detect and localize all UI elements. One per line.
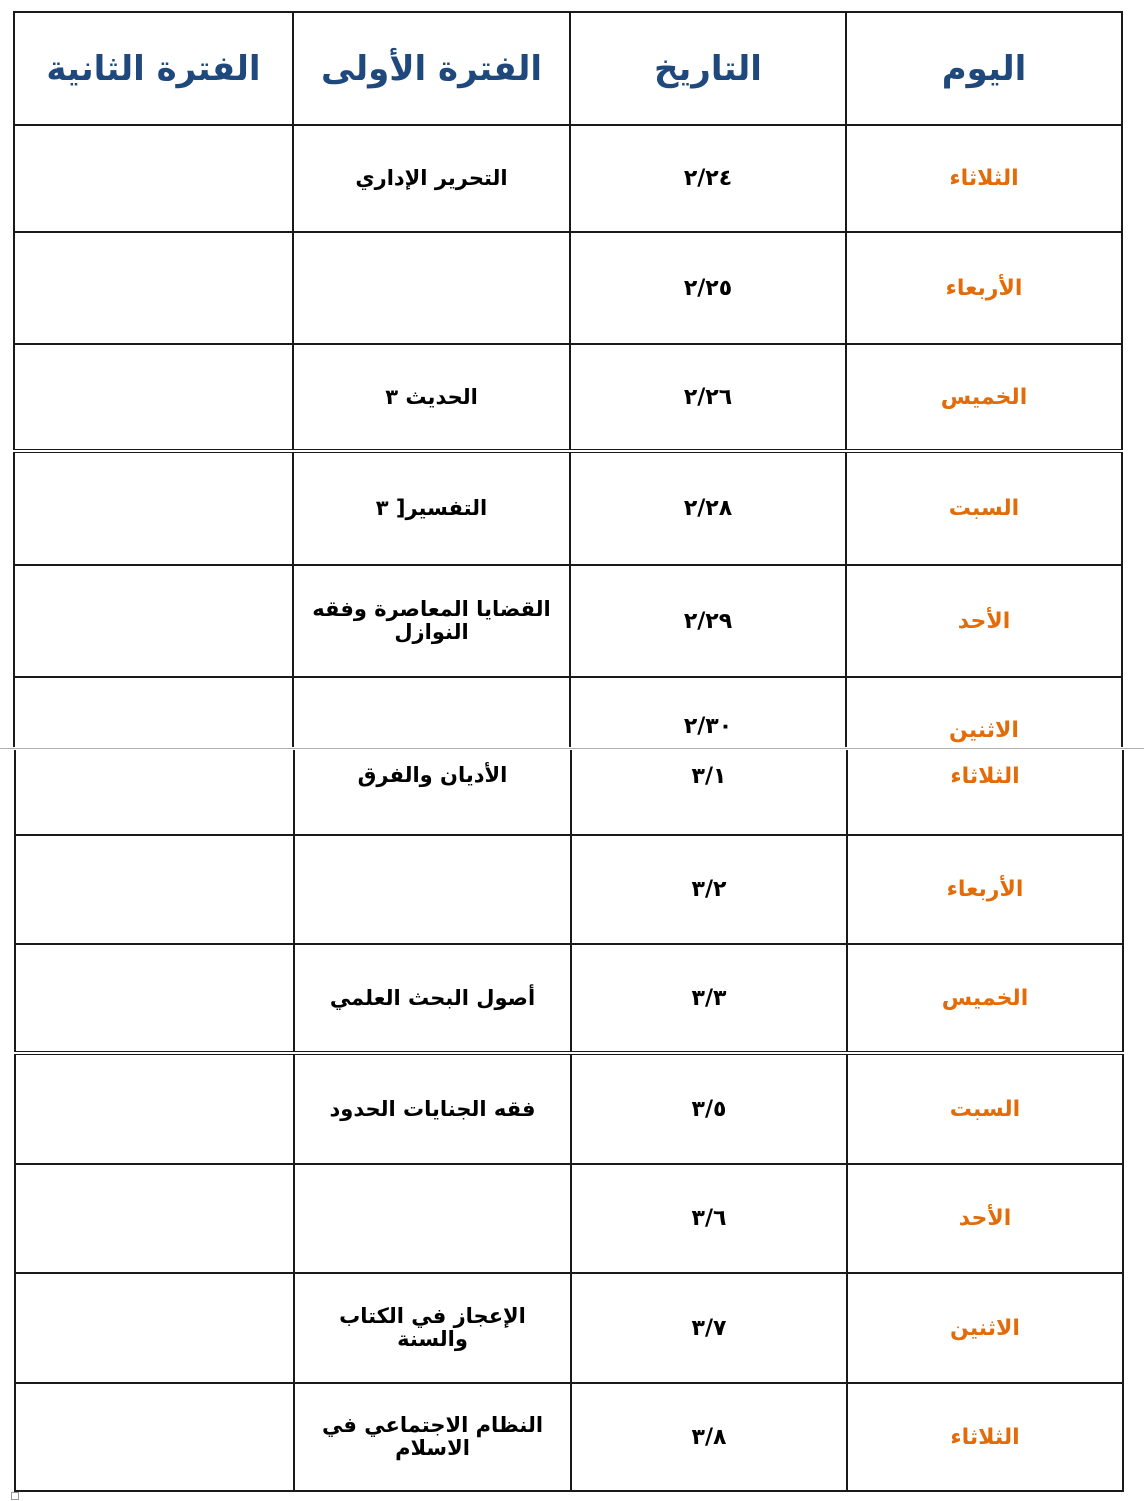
period2-cell [15, 1053, 294, 1164]
day-cell: السبت [846, 451, 1122, 565]
period1-cell: فقه الجنايات الحدود [294, 1053, 571, 1164]
period2-cell [14, 565, 293, 677]
table-row [14, 125, 1122, 232]
date-cell: ٢/٢٥ [570, 232, 846, 344]
page-break-line [0, 748, 1144, 749]
table-row [15, 944, 1123, 1053]
schedule-table-bottom [14, 750, 1124, 1492]
period1-cell: النظام الاجتماعي في الاسلام [294, 1383, 571, 1491]
day-cell: الخميس [847, 944, 1123, 1053]
table-row [14, 451, 1122, 565]
period2-cell [15, 944, 294, 1053]
period1-cell: التفسير[ ٣ [293, 451, 570, 565]
table-row [14, 232, 1122, 344]
table-row [15, 1383, 1123, 1491]
date-cell: ٣/٣ [571, 944, 847, 1053]
day-cell: الأحد [846, 565, 1122, 677]
period2-cell [14, 344, 293, 451]
corner-mark [11, 1492, 19, 1500]
header-date: التاريخ [570, 12, 846, 125]
date-cell: ٢/٣٠ [570, 677, 846, 747]
table-row [15, 835, 1123, 944]
date-cell: ٣/٧ [571, 1273, 847, 1383]
table-row [15, 1273, 1123, 1383]
period2-cell [14, 232, 293, 344]
date-cell: ٣/٨ [571, 1383, 847, 1491]
date-cell: ٢/٢٨ [570, 451, 846, 565]
table-row [15, 1164, 1123, 1273]
day-cell: الثلاثاء [847, 750, 1123, 835]
date-cell: ٣/٥ [571, 1053, 847, 1164]
table-row [15, 1053, 1123, 1164]
table-row [15, 750, 1123, 835]
header-period1: الفترة الأولى [293, 12, 570, 125]
date-cell: ٣/٦ [571, 1164, 847, 1273]
day-cell: الاثنين [847, 1273, 1123, 1383]
schedule-table-top [13, 11, 1123, 747]
period2-cell [14, 451, 293, 565]
period2-cell [15, 1273, 294, 1383]
date-cell: ٣/٢ [571, 835, 847, 944]
day-cell: الثلاثاء [847, 1383, 1123, 1491]
period2-cell [15, 835, 294, 944]
header-day: اليوم [846, 12, 1122, 125]
day-cell: السبت [847, 1053, 1123, 1164]
table-row [14, 344, 1122, 451]
period1-cell: أصول البحث العلمي [294, 944, 571, 1053]
period2-cell [15, 1383, 294, 1491]
header-row [14, 12, 1122, 125]
period1-cell [294, 835, 571, 944]
day-cell: الأربعاء [846, 232, 1122, 344]
period1-cell [293, 677, 570, 747]
period2-cell [14, 677, 293, 747]
header-period2: الفترة الثانية [14, 12, 293, 125]
day-cell: الأربعاء [847, 835, 1123, 944]
period1-cell: الإعجاز في الكتاب والسنة [294, 1273, 571, 1383]
period2-cell [14, 125, 293, 232]
period2-cell [15, 1164, 294, 1273]
period1-cell: الحديث ٣ [293, 344, 570, 451]
period1-cell: الأديان والفرق [294, 750, 571, 835]
day-cell: الخميس [846, 344, 1122, 451]
period1-cell [294, 1164, 571, 1273]
day-cell: الثلاثاء [846, 125, 1122, 232]
date-cell: ٢/٢٦ [570, 344, 846, 451]
table-row [14, 677, 1122, 747]
day-cell: الاثنين [846, 677, 1122, 747]
period2-cell [15, 750, 294, 835]
date-cell: ٢/٢٩ [570, 565, 846, 677]
period1-cell: القضايا المعاصرة وفقه النوازل [293, 565, 570, 677]
table-row [14, 565, 1122, 677]
date-cell: ٣/١ [571, 750, 847, 835]
date-cell: ٢/٢٤ [570, 125, 846, 232]
day-cell: الأحد [847, 1164, 1123, 1273]
period1-cell [293, 232, 570, 344]
period1-cell: التحرير الإداري [293, 125, 570, 232]
